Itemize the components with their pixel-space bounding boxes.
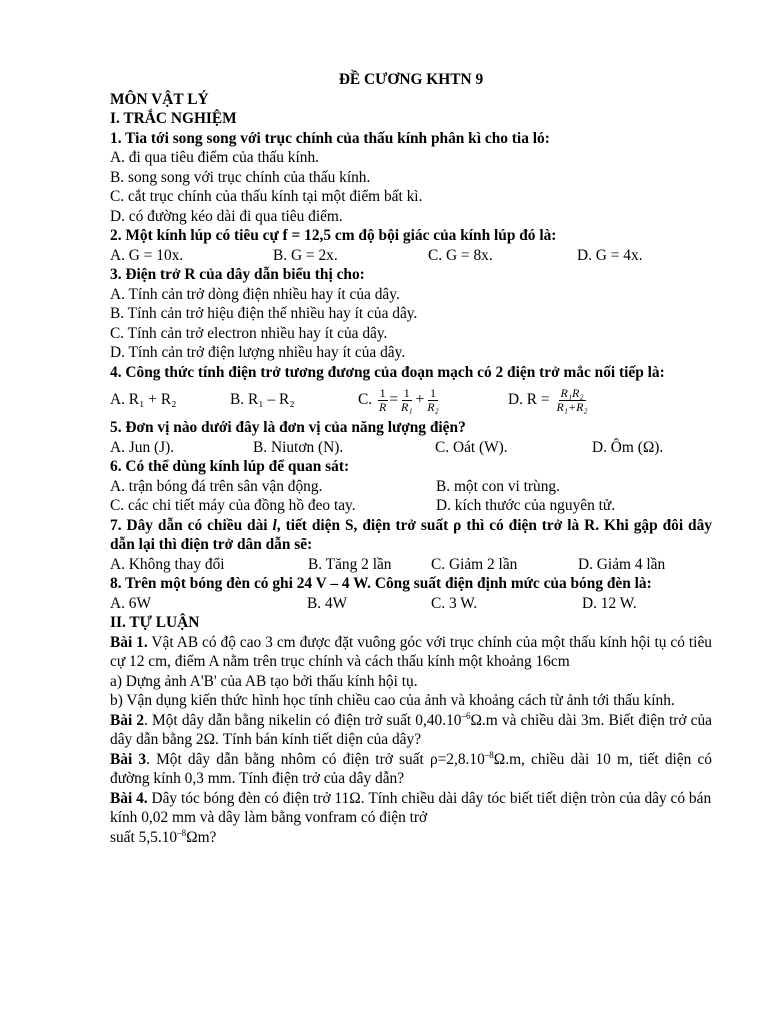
exercise-1-part-a: a) Dựng ảnh A'B' của AB tạo bởi thấu kính hội tụ. bbox=[110, 672, 418, 690]
question-3: 3. Điện trở R của dây dẫn biểu thị cho: bbox=[110, 266, 365, 283]
q5-options bbox=[110, 438, 712, 458]
q2-option-c: C. G = 8x. bbox=[428, 246, 493, 264]
q8-option-d: D. 12 W. bbox=[582, 594, 637, 612]
q2-options bbox=[110, 246, 712, 266]
q2-option-a: A. G = 10x. bbox=[110, 246, 184, 264]
document-page bbox=[110, 70, 712, 847]
q7-length-symbol: l bbox=[272, 516, 277, 534]
fraction-denominator: R₂ bbox=[427, 399, 439, 414]
q8-option-b: B. 4W bbox=[307, 594, 348, 612]
exercise-4-text-end: Ωm? bbox=[186, 828, 217, 846]
fraction-numerator: 1 bbox=[379, 385, 386, 400]
exercise-4-text-cont: suất 5,5.10 bbox=[110, 828, 178, 846]
question-6: 6. Có thể dùng kính lúp để quan sát: bbox=[110, 458, 350, 475]
q7-options bbox=[110, 555, 712, 575]
fraction-denominator: R₁ bbox=[401, 399, 413, 414]
exercise-1-text: Vật AB có độ cao 3 cm được đặt vuông góc với trục chính của một thấu kính hội tụ có tiêu cự 12 cm, điểm A nằm trên trục chính và cách thấu kính một khoảng 16cm bbox=[110, 633, 712, 670]
question-4: 4. Công thức tính điện trở tương đương của đoạn mạch có 2 điện trở mắc nối tiếp là: bbox=[110, 363, 665, 381]
q8-option-c: C. 3 W. bbox=[431, 594, 478, 612]
fraction-denominator: R bbox=[378, 399, 387, 414]
q8-options bbox=[110, 594, 712, 614]
section-heading-essay: II. TỰ LUẬN bbox=[110, 614, 200, 631]
q5-option-b: B. Niutơn (N). bbox=[253, 438, 344, 456]
question-8: 8. Trên một bóng đèn có ghi 24 V – 4 W. Công suất điện định mức của bóng đèn là: bbox=[110, 575, 652, 592]
q5-option-d: D. Ôm (Ω). bbox=[592, 438, 664, 456]
q6-option-a: A. trận bóng đá trên sân vận động. bbox=[110, 477, 323, 495]
question-5: 5. Đơn vị nào dưới đây là đơn vị của năng lượng điện? bbox=[110, 419, 466, 436]
exercise-4-text: Dây tóc bóng đèn có điện trở 11Ω. Tính chiều dài dây tóc biết tiết diện tròn của dây có bán kính 0,02 mm và dây làm bằng vonfram có điện trở bbox=[110, 789, 712, 826]
exercise-1 bbox=[110, 633, 712, 672]
q4-option-d-label: D. R = bbox=[508, 391, 550, 409]
q3-option-a: A. Tính cản trở dòng điện nhiều hay ít của dây. bbox=[110, 285, 400, 303]
q2-option-d: D. G = 4x. bbox=[577, 246, 643, 264]
q7-option-b: B. Tăng 2 lần bbox=[308, 555, 392, 573]
q5-option-a: A. Jun (J). bbox=[110, 438, 175, 456]
q1-option-b: B. song song với trục chính của thấu kính. bbox=[110, 168, 371, 186]
q6-options-row1 bbox=[110, 477, 712, 497]
question-7 bbox=[110, 516, 712, 555]
fraction-denominator: R₁+R₂ bbox=[556, 399, 588, 414]
fraction-numerator: R₁R₂ bbox=[560, 385, 584, 400]
q4-options bbox=[110, 382, 712, 418]
q4-option-b: B. R₁ – R₂ bbox=[230, 391, 295, 409]
q3-option-c: C. Tính cản trở electron nhiều hay ít của dây. bbox=[110, 324, 388, 342]
q6-options-row2 bbox=[110, 496, 712, 516]
exercise-4 bbox=[110, 789, 712, 848]
q4-option-a: A. R₁ + R₂ bbox=[110, 391, 177, 409]
q4-option-c-label: C. bbox=[358, 391, 373, 409]
q5-option-c: C. Oát (W). bbox=[435, 438, 508, 456]
exercise-3-text-cont: Ω.m, chiều dài 10 m, tiết diện có đường kính 0,3 mm. Tính điện trở của dây dẫn? bbox=[110, 750, 713, 787]
exercise-4-label: Bài 4. bbox=[110, 789, 148, 807]
equals-sign: = bbox=[389, 391, 399, 409]
exercise-1-part-b: b) Vận dụng kiến thức hình học tính chiều cao của ảnh và khoảng cách từ ảnh tới thấu kính. bbox=[110, 692, 675, 709]
exercise-2 bbox=[110, 711, 712, 750]
q1-option-d: D. có đường kéo dài đi qua tiêu điểm. bbox=[110, 207, 343, 225]
q1-option-a: A. đi qua tiêu điểm của thấu kính. bbox=[110, 149, 320, 166]
fraction-numerator: 1 bbox=[429, 385, 436, 400]
q4-option-c bbox=[358, 382, 442, 418]
plus-sign: + bbox=[415, 391, 425, 409]
exercise-3-label: Bài 3 bbox=[110, 750, 147, 768]
question-1: 1. Tia tới song song với trục chính của thấu kính phân kì cho tia ló: bbox=[110, 129, 550, 147]
section-heading-multiple-choice: I. TRẮC NGHIỆM bbox=[110, 110, 237, 127]
exponent: –8 bbox=[177, 827, 187, 838]
q6-option-c: C. các chi tiết máy của đồng hồ đeo tay. bbox=[110, 497, 356, 514]
q7-option-c: C. Giảm 2 lần bbox=[431, 555, 518, 573]
fraction-1-over-r bbox=[377, 387, 388, 414]
subject-heading: MÔN VẬT LÝ bbox=[110, 90, 209, 108]
fraction-1-over-r1 bbox=[399, 387, 415, 414]
exercise-2-label: Bài 2 bbox=[110, 711, 145, 729]
fraction-1-over-r2 bbox=[425, 387, 441, 414]
q7-option-d: D. Giảm 4 lần bbox=[578, 555, 666, 573]
exercise-1-label: Bài 1. bbox=[110, 633, 148, 651]
q2-option-b: B. G = 2x. bbox=[273, 246, 338, 264]
q4-option-d bbox=[508, 382, 591, 418]
q3-option-b: B. Tính cản trở hiệu điện thế nhiều hay ít của dây. bbox=[110, 305, 418, 322]
exercise-3 bbox=[110, 750, 712, 789]
document-title: ĐỀ CƯƠNG KHTN 9 bbox=[338, 71, 484, 88]
fraction-product-over-sum bbox=[554, 387, 589, 414]
q6-option-b: B. một con vi trùng. bbox=[436, 477, 560, 495]
q8-option-a: A. 6W bbox=[110, 594, 152, 612]
q6-option-d: D. kích thước của nguyên tử. bbox=[436, 497, 616, 514]
fraction-numerator: 1 bbox=[403, 385, 410, 400]
exponent: –8 bbox=[484, 749, 494, 760]
q3-option-d: D. Tính cản trở điện lượng nhiều hay ít của dây. bbox=[110, 344, 406, 361]
q7-text-part1: 7. Dây dẫn có chiều dài bbox=[110, 516, 273, 534]
q1-option-c: C. cắt trục chính của thấu kính tại một điểm bất kì. bbox=[110, 188, 423, 205]
exercise-2-text: . Một dây dẫn bằng nikelin có điện trở suất 0,40.10 bbox=[144, 711, 462, 729]
q7-option-a: A. Không thay đổi bbox=[110, 555, 225, 573]
exercise-2-text-cont: Ω.m và chiều dài 3m. Biết điện trở của dây dẫn bằng 2Ω. Tính bán kính tiết diện của dây? bbox=[110, 711, 712, 748]
exponent: –6 bbox=[461, 710, 471, 721]
q7-text-part2: , tiết diện S, điện trở suất ρ thì có điện trở là R. Khi gập đôi dây dẫn lại thì điện trở dân dẫn sẽ: bbox=[110, 516, 712, 553]
exercise-3-text: . Một dây dẫn bằng nhôm có điện trở suất ρ=2,8.10 bbox=[146, 750, 485, 768]
question-2: 2. Một kính lúp có tiêu cự f = 12,5 cm độ bội giác của kính lúp đó là: bbox=[110, 227, 557, 244]
